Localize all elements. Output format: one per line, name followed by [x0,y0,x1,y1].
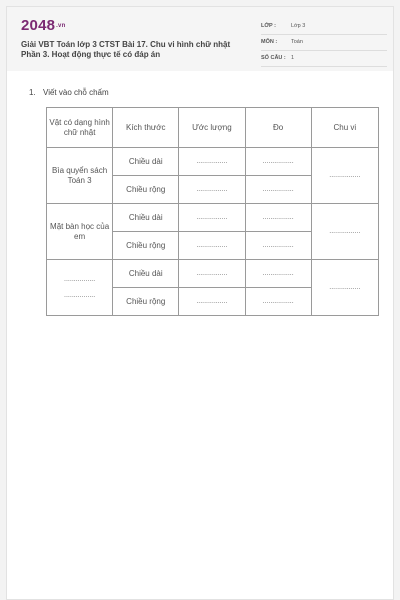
site-logo[interactable] [21,17,65,34]
table-header-row [47,108,379,148]
estimate-blank[interactable] [179,148,245,176]
dotted-blank: ................ [329,172,361,179]
logo-text: 2048 [21,17,56,34]
header-object: Vật có dạng hình chữ nhật [47,108,113,148]
estimate-blank[interactable] [179,288,245,316]
dotted-blank: ................ [196,214,228,221]
dotted-blank: ................ [329,284,361,291]
document-page [6,6,394,600]
measure-blank[interactable] [245,232,311,260]
perimeter-blank[interactable] [311,260,378,316]
measure-blank[interactable] [245,288,311,316]
meta-label-class: LỚP : [261,23,276,29]
dotted-blank: ................ [262,270,294,277]
dotted-blank: ................ [196,270,228,277]
object-cell: Bìa quyển sách Toán 3 [47,148,113,204]
table-row [47,260,379,288]
title-line-2: Phần 3. Hoạt động thực tế có đáp án [21,50,161,59]
meta-label-subject: MÔN : [261,39,278,45]
dotted-blank: ................ [196,158,228,165]
meta-row-subject [261,35,387,51]
dimension-label: Chiều dài [113,260,179,288]
header-measure: Đo [245,108,311,148]
header-dimension: Kích thước [113,108,179,148]
meta-label-question-count: SỐ CÂU : [261,55,286,61]
dotted-blank: ................ [262,158,294,165]
logo-suffix: .vn [56,23,66,30]
dimension-label: Chiều rộng [113,232,179,260]
dotted-blank: ................ [196,242,228,249]
estimate-blank[interactable] [179,176,245,204]
perimeter-blank[interactable] [311,148,378,204]
document-title [21,40,251,60]
header-perimeter: Chu vi [311,108,378,148]
perimeter-blank[interactable] [311,204,378,260]
question-number: 1. [29,88,36,97]
title-line-1: Giải VBT Toán lớp 3 CTST Bài 17. Chu vi hình chữ nhật [21,40,231,49]
dotted-blank: ................ [262,186,294,193]
dotted-blank: ................ [329,228,361,235]
exercise-table [46,107,379,316]
meta-value-subject: Toán [291,39,303,45]
table-row [47,148,379,176]
meta-info [261,19,387,67]
object-blank[interactable] [47,260,113,316]
meta-value-class: Lớp 3 [291,23,306,29]
measure-blank[interactable] [245,260,311,288]
dimension-label: Chiều rộng [113,176,179,204]
dimension-label: Chiều dài [113,204,179,232]
dimension-label: Chiều rộng [113,288,179,316]
dotted-blank: ................ [64,291,96,299]
estimate-blank[interactable] [179,232,245,260]
meta-row-question-count [261,51,387,67]
dimension-label: Chiều dài [113,148,179,176]
question-text: Viết vào chỗ chấm [43,88,109,97]
dotted-blank: ................ [262,214,294,221]
dotted-blank: ................ [64,275,96,283]
dotted-blank: ................ [196,186,228,193]
header-estimate: Ước lượng [179,108,245,148]
measure-blank[interactable] [245,204,311,232]
dotted-blank: ................ [196,298,228,305]
dotted-blank: ................ [262,298,294,305]
dotted-blank: ................ [262,242,294,249]
measure-blank[interactable] [245,148,311,176]
object-cell: Mặt bàn học của em [47,204,113,260]
meta-row-class [261,19,387,35]
question-prompt [29,88,109,97]
page-header [7,7,393,71]
estimate-blank[interactable] [179,260,245,288]
measure-blank[interactable] [245,176,311,204]
table-row [47,204,379,232]
meta-value-question-count: 1 [291,55,295,61]
estimate-blank[interactable] [179,204,245,232]
